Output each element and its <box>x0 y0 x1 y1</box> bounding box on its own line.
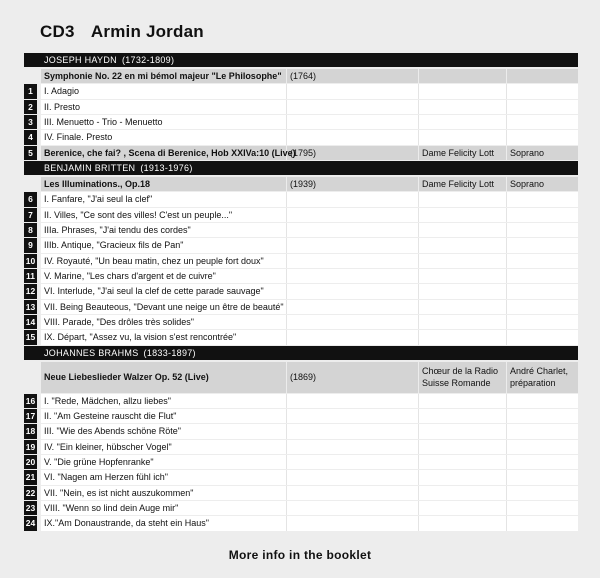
track-number: 8 <box>24 223 37 237</box>
cd-number: CD3 <box>40 22 75 41</box>
track-row <box>24 254 578 268</box>
track-row <box>24 192 578 206</box>
track-row <box>24 330 578 344</box>
track-title: VII. "Nein, es ist nicht auszukommen" <box>44 487 194 498</box>
track-title: I. Fanfare, "J'ai seul la clef" <box>44 194 153 205</box>
track-row <box>24 424 578 438</box>
performer-role: André Charlet, préparation <box>510 365 569 388</box>
cd-title <box>40 22 204 42</box>
track-number: 2 <box>24 100 37 114</box>
track-row <box>24 284 578 298</box>
track-title: VIII. "Wenn so lind dein Auge mir" <box>44 502 179 513</box>
track-title: Les Illuminations., Op.18 <box>44 178 151 189</box>
track-number: 24 <box>24 516 37 530</box>
track-row <box>24 238 578 252</box>
track-number: 11 <box>24 269 37 283</box>
track-number: 17 <box>24 409 37 423</box>
track-title: VI. "Nagen am Herzen fühl ich" <box>44 472 168 483</box>
track-row <box>24 409 578 423</box>
track-number: 9 <box>24 238 37 252</box>
track-row <box>24 315 578 329</box>
track-title: VIII. Parade, "Des drôles très solides" <box>44 316 194 327</box>
track-title: IV. Royauté, "Un beau matin, chez un peuple fort doux" <box>44 255 264 266</box>
track-number: 5 <box>24 146 37 160</box>
composer-dates: (1732-1809) <box>121 55 175 65</box>
track-row <box>24 501 578 515</box>
composition-year: (1939) <box>290 178 317 189</box>
track-row <box>24 130 578 144</box>
track-title: V. Marine, "Les chars d'argent et de cuivre" <box>44 270 216 281</box>
track-title: II. Villes, "Ce sont des villes! C'est un peuple..." <box>44 209 233 220</box>
work-row <box>24 69 578 83</box>
track-number: 3 <box>24 115 37 129</box>
performer-role: Soprano <box>510 178 545 189</box>
track-title: II. "Am Gesteine rauscht die Flut" <box>44 410 177 421</box>
track-title: III. "Wie des Abends schöne Röte" <box>44 426 181 437</box>
track-title: VII. Being Beauteous, "Devant une neige un être de beauté" <box>44 301 284 312</box>
track-number: 4 <box>24 130 37 144</box>
track-number: 15 <box>24 330 37 344</box>
composition-year: (1795) <box>290 147 317 158</box>
track-row <box>24 394 578 408</box>
track-title: Berenice, che fai? , Scena di Berenice, Hob XXIVa:10 (Live) <box>44 147 296 158</box>
track-row <box>24 470 578 484</box>
track-title: IX."Am Donaustrande, da steht ein Haus" <box>44 518 209 529</box>
track-row <box>24 223 578 237</box>
track-number: 18 <box>24 424 37 438</box>
work-row <box>24 177 578 191</box>
track-title: IIIb. Antique, "Gracieux fils de Pan" <box>44 240 184 251</box>
track-row <box>24 486 578 500</box>
work-row <box>24 146 578 160</box>
performer: Dame Felicity Lott <box>422 147 495 158</box>
track-number: 12 <box>24 284 37 298</box>
track-row <box>24 455 578 469</box>
track-row <box>24 269 578 283</box>
track-number: 19 <box>24 440 37 454</box>
composer-name: BENJAMIN BRITTEN <box>44 162 136 173</box>
track-row <box>24 440 578 454</box>
track-row <box>24 208 578 222</box>
track-title: I. "Rede, Mädchen, allzu liebes" <box>44 395 171 406</box>
composer-header <box>24 346 578 360</box>
conductor-name: Armin Jordan <box>90 22 204 41</box>
work-row <box>24 362 578 393</box>
composer-section <box>24 53 578 160</box>
composer-header <box>24 161 578 175</box>
track-title: Neue Liebeslieder Walzer Op. 52 (Live) <box>44 371 209 382</box>
booklet-note: More info in the booklet <box>228 548 372 562</box>
track-title: Symphonie No. 22 en mi bémol majeur "Le Philosophe" <box>44 71 282 81</box>
composer-section <box>24 346 578 531</box>
tracklist <box>24 53 578 532</box>
track-number <box>24 362 37 393</box>
composition-year: (1764) <box>290 71 317 81</box>
track-number: 14 <box>24 315 37 329</box>
track-number <box>24 177 37 191</box>
track-row <box>24 300 578 314</box>
composer-section <box>24 161 578 345</box>
track-number: 13 <box>24 300 37 314</box>
track-number: 7 <box>24 208 37 222</box>
composer-dates: (1913-1976) <box>140 162 193 173</box>
track-title: IX. Départ, "Assez vu, la vision s'est rencontrée" <box>44 332 237 343</box>
track-row <box>24 516 578 530</box>
track-number: 21 <box>24 470 37 484</box>
composer-name: JOHANNES BRAHMS <box>44 347 139 358</box>
track-number: 6 <box>24 192 37 206</box>
track-number: 1 <box>24 84 37 98</box>
track-title: IV. Finale. Presto <box>44 132 113 143</box>
track-title: IIIa. Phrases, "J'ai tendu des cordes" <box>44 224 191 235</box>
performer: Dame Felicity Lott <box>422 178 495 189</box>
performer-role: Soprano <box>510 147 545 158</box>
track-title: II. Presto <box>44 101 81 112</box>
track-row <box>24 115 578 129</box>
performer: Chœur de la Radio Suisse Romande <box>422 365 499 388</box>
composition-year: (1869) <box>290 371 317 382</box>
track-number: 23 <box>24 501 37 515</box>
track-title: V. "Die grüne Hopfenranke" <box>44 456 154 467</box>
track-number: 20 <box>24 455 37 469</box>
track-title: I. Adagio <box>44 86 80 97</box>
composer-header <box>24 53 578 67</box>
track-row <box>24 100 578 114</box>
track-number: 10 <box>24 254 37 268</box>
track-number: 22 <box>24 486 37 500</box>
track-title: IV. "Ein kleiner, hübscher Vogel" <box>44 441 172 452</box>
track-title: III. Menuetto - Trio - Menuetto <box>44 116 163 127</box>
track-number: 16 <box>24 394 37 408</box>
composer-name: JOSEPH HAYDN <box>44 55 117 65</box>
track-number <box>24 69 37 83</box>
track-title: VI. Interlude, "J'ai seul la clef de cette parade sauvage" <box>44 286 264 297</box>
composer-dates: (1833-1897) <box>143 347 196 358</box>
track-row <box>24 84 578 98</box>
